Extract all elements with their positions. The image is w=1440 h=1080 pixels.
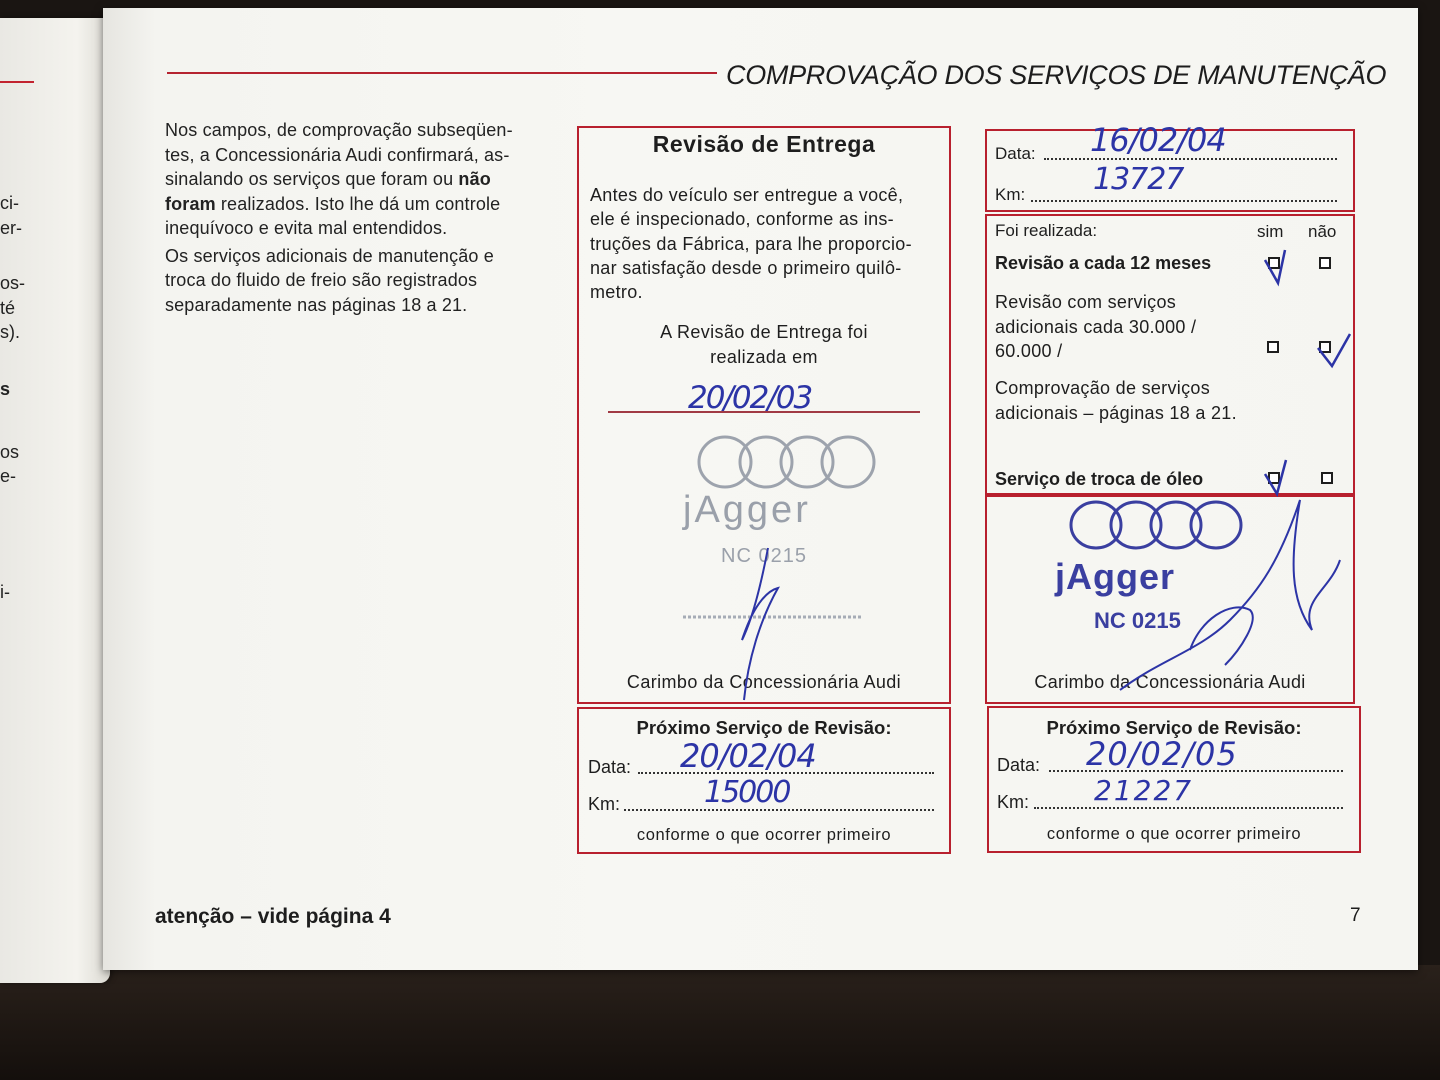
audi-rings-icon [1071,502,1241,548]
next-right-note: conforme o que ocorrer primeiro [1046,825,1302,843]
body-line: ele é inspecionado, conforme as ins- [590,209,894,230]
row-line: adicionais cada 30.000 / [995,316,1197,337]
signature-mark [742,548,778,700]
intro-line: inequívoco e evita mal entendidos. [165,218,448,238]
fragment: ci- [0,193,19,213]
intro-line: tes, a Concessionária Audi confirmará, as- [165,144,510,165]
performed-label: Foi realizada: [995,221,1098,240]
row-line: adicionais – páginas 18 a 21. [995,402,1237,423]
intro-line: Nos campos, de comprovação subseqüen- [165,120,513,140]
delivery-stamp-label: Carimbo da Concessionária Audi [626,672,902,692]
checkmark-icon [1265,460,1286,494]
row-line: 60.000 / [995,341,1063,361]
done-line: A Revisão de Entrega foi [660,322,868,342]
body-line: truções da Fábrica, para lhe proporcio- [590,233,912,254]
fragment: i- [0,582,10,602]
delivery-title: Revisão de Entrega [652,131,876,157]
fragment: s [0,379,11,399]
next-left-km-label: Km: [588,794,621,814]
body-line: metro. [590,282,643,303]
fragment: os- [0,273,26,293]
service-stamp-code: NC 0215 [1094,608,1181,633]
checkmark-icon [1265,250,1285,283]
next-left-km-value: 15000 [704,775,790,810]
fragment: té [0,298,16,318]
signature-mark [1120,500,1340,690]
next-right-title: Próximo Serviço de Revisão: [1046,717,1302,738]
yes-column-label: sim [1257,222,1284,241]
intro-line: realizados. Isto lhe dá um controle [215,193,501,214]
next-right-date-value: 20/02/05 [1086,735,1238,773]
service-stamp-dealer: jAgger [1055,556,1176,597]
intro-bold: não [458,169,491,189]
fragment: os [0,442,20,462]
fragment: e- [0,466,17,486]
next-left-note: conforme o que ocorrer primeiro [636,826,892,844]
intro-line: sinalando os serviços que foram ou [165,169,459,189]
footer-note: atenção – vide página 4 [155,905,391,928]
service-date-value: 16/02/04 [1090,121,1226,159]
intro-bold: foram [165,193,216,214]
intro-line: Os serviços adicionais de manutenção e [165,245,494,266]
delivery-date-handwritten: 20/02/03 [688,380,812,416]
service-stamp-label: Carimbo da Concessionária Audi [1034,672,1306,692]
checkmark-icon [1318,334,1350,366]
done-line: realizada em [710,347,818,367]
row-line: Comprovação de serviços [995,378,1210,398]
fragment: s). [0,322,20,342]
next-right-date-label: Data: [997,755,1041,775]
delivery-stamp-dealer: jAgger [683,489,811,531]
row-line: Revisão com serviços [995,292,1177,312]
next-left-title: Próximo Serviço de Revisão: [636,717,892,738]
next-left-date-label: Data: [588,757,632,777]
row-12-months: Revisão a cada 12 meses [995,253,1212,273]
delivery-stamp-code: NC 0215 [721,545,807,567]
fragment: er- [0,218,22,238]
service-km-label: Km: [995,185,1026,204]
intro-line: troca do fluido de freio são registrados [165,270,478,290]
body-line: nar satisfação desde o primeiro quilô- [590,257,902,278]
next-right-km-label: Km: [997,792,1030,812]
body-line: Antes do veículo ser entregue a você, [590,185,904,205]
service-date-label: Data: [995,144,1036,163]
page-title: COMPROVAÇÃO DOS SERVIÇOS DE MANUTENÇÃO [726,60,1387,90]
next-left-date-value: 20/02/04 [680,737,816,775]
intro-line: separadamente nas páginas 18 a 21. [165,294,468,315]
next-right-km-value: 21227 [1094,774,1194,807]
service-km-value: 13727 [1093,162,1184,197]
no-column-label: não [1308,222,1337,241]
page-number: 7 [1350,905,1361,926]
audi-rings-icon [699,437,874,487]
row-oil-change: Serviço de troca de óleo [995,469,1204,489]
